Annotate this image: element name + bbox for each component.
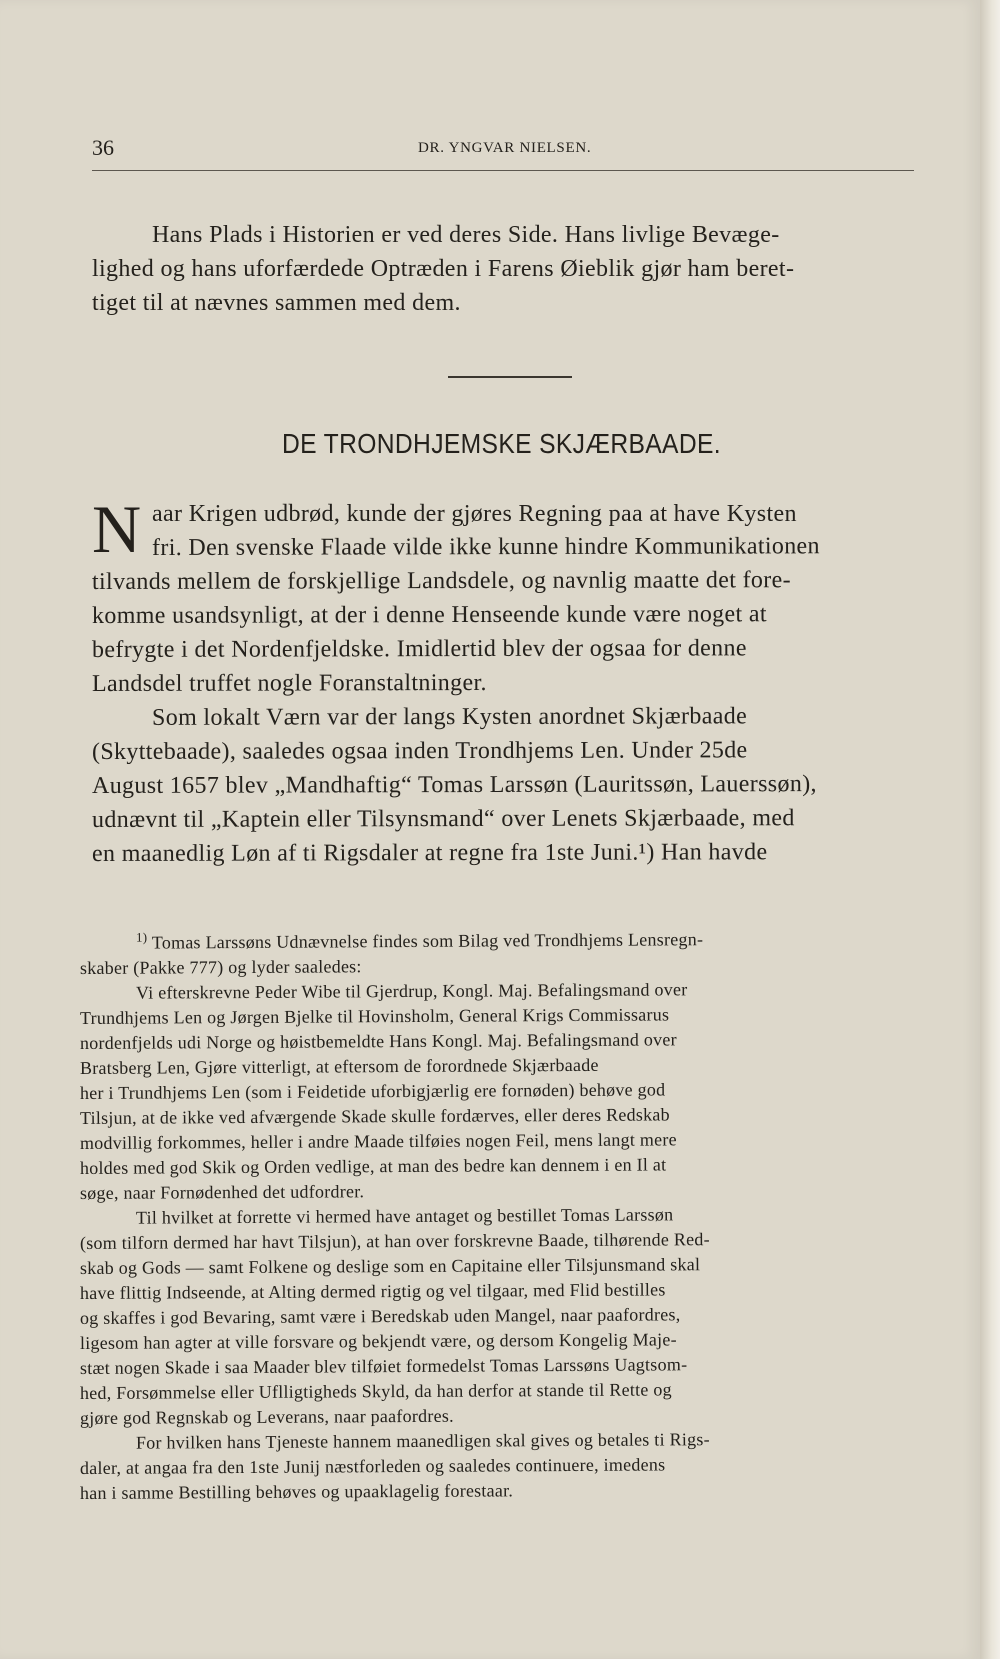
footnote-line: Bratsberg Len, Gjøre vitterligt, at eftersom de forordnede Skjærbaade (79, 1054, 599, 1078)
footnote-line: han i samme Bestilling behøves og upaaklagelig forestaar. (79, 1480, 514, 1503)
footnote-line: daler, at angaa fra den 1ste Junij næstforleden og saaledes continuere, imedens (79, 1454, 666, 1478)
page-edge (980, 0, 1000, 1659)
body-line: udnævnt til „Kaptein eller Tilsynsmand“ over Lenets Skjærbaade, med (91, 805, 795, 833)
body-line: (Skyttebaade), saaledes ogsaa inden Trondhjems Len. Under 25de (91, 737, 748, 765)
footnote-line: og skaffes i god Bevaring, samt være i Beredskab uden Mangel, naar paafordres, (79, 1304, 681, 1328)
section-divider (448, 376, 572, 378)
footnote-line: stæt nogen Skade i saa Maader blev tilføiet formedelst Tomas Larssøns Uagtsom- (79, 1354, 688, 1378)
intro-line: lighed og hans uforfærdede Optræden i Farens Øieblik gjør ham beret- (92, 256, 795, 282)
footnote-first-line (80, 920, 920, 956)
footnote-line: ligesom han agter at ville forsvare og bekjendt være, og dersom Kongelig Maje- (79, 1329, 677, 1353)
footnote-line: søge, naar Fornødenhed det udfordrer. (79, 1181, 365, 1203)
footnote-line: modvillig forkommes, heller i andre Maade tilføies nogen Feil, mens langt mere (79, 1129, 677, 1153)
body-line: tilvands mellem de forskjellige Landsdele, og navnlig maatte det fore- (91, 567, 791, 595)
footnote-line: Tilsjun, at de ikke ved afværgende Skade skulle fordærves, eller deres Redskab (79, 1104, 670, 1128)
body-line: Som lokalt Værn var der langs Kysten anordnet Skjærbaade (151, 703, 748, 731)
intro-line: tiget til at nævnes sammen med dem. (92, 290, 461, 316)
footnote-line: have flittig Indseende, at Alting dermed rigtig og vel tilgaar, med Flid bestilles (79, 1279, 666, 1303)
second-line-after-drop-cap: fri. Den svenske Flaade vilde ikke kunne hindre Kommunikationen (151, 533, 820, 561)
body-line: en maanedlig Løn af ti Rigsdaler at regne fra 1ste Juni.¹) Han havde (91, 839, 768, 867)
page-number: 36 (92, 135, 114, 160)
intro-line: Hans Plads i Historien er ved deres Side. Hans livlige Bevæge- (152, 222, 780, 248)
body-line: August 1657 blev „Mandhaftig“ Tomas Larssøn (Lauritssøn, Lauerssøn), (91, 771, 817, 799)
footnote-line: Vi efterskrevne Peder Wibe til Gjerdrup, Kongl. Maj. Befalingsmand over (135, 979, 688, 1003)
footnote-line: nordenfjelds udi Norge og høistbemeldte Hans Kongl. Maj. Befalingsmand over (79, 1029, 677, 1053)
footnote-line: her i Trundhjems Len (som i Feidetide uforbigjærlig ere fornøden) behøve god (79, 1079, 666, 1103)
footnote-line: (som tilforn dermed har havt Tilsjun), at han over forskrevne Baade, tilhørende Red- (79, 1229, 710, 1253)
footnotes (80, 925, 920, 1506)
main-text (91, 491, 914, 871)
footnote-line: gjøre god Regnskab og Leverans, naar paafordres. (79, 1405, 454, 1428)
footnote-line: hed, Forsømmelse eller Uflligtigheds Skyld, da han derfor at stande til Rette og (79, 1379, 672, 1403)
footnote-text: Tomas Larssøns Udnævnelse findes som Bilag ved Trondhjems Lensregn- (151, 929, 704, 953)
footnote-line: For hvilken hans Tjeneste hannem maanedligen skal gives og betales ti Rigs- (135, 1429, 710, 1453)
page-header (92, 135, 914, 169)
footnote-line: Trundhjems Len og Jørgen Bjelke til Hovinsholm, General Krigs Commissarus (79, 1004, 670, 1028)
first-line-after-drop-cap: aar Krigen udbrød, kunde der gjøres Regning paa at have Kysten (152, 501, 797, 527)
body-line: befrygte i det Nordenfjeldske. Imidlertid blev der ogsaa for denne (91, 635, 747, 663)
footnote-line: skaber (Pakke 777) og lyder saaledes: (79, 956, 362, 978)
footnote-line: holdes med god Skik og Orden vedlige, at man des bedre kan dennem i en Il at (79, 1154, 667, 1178)
footnote-marker: 1) (135, 929, 148, 945)
footnote-line: Til hvilket at forrette vi hermed have antaget og bestillet Tomas Larssøn (135, 1204, 674, 1228)
header-rule (92, 170, 914, 171)
body-line: komme usandsynligt, at der i denne Henseende kunde være noget at (91, 601, 767, 629)
intro-paragraph (92, 218, 914, 320)
running-head: DR. YNGVAR NIELSEN. (418, 140, 592, 156)
drop-cap: N (92, 491, 142, 567)
section-title: DE TRONDHJEMSKE SKJÆRBAADE. (282, 428, 721, 459)
body-line: Landsdel truffet nogle Foranstaltninger. (91, 669, 487, 697)
footnote-line: skab og Gods — samt Folkene og deslige som en Capitaine eller Tilsjunsmand skal (79, 1254, 701, 1278)
